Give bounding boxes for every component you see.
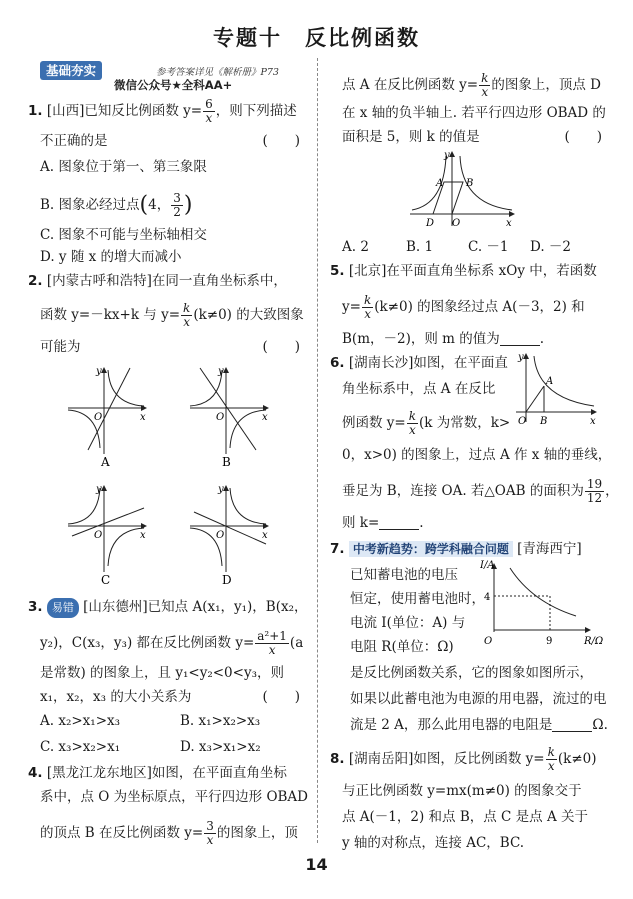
answer-reference: 参考答案详见《解析册》P73 bbox=[156, 67, 279, 78]
svg-text:I/A: I/A bbox=[480, 560, 495, 571]
easy-mistake-tag: 易错 bbox=[47, 598, 79, 618]
q4-figure bbox=[408, 148, 518, 230]
q4-option-c: C. －1 bbox=[468, 239, 509, 255]
answer-blank bbox=[500, 334, 540, 346]
q3-option-b: B. x₁>x₂>x₃ bbox=[180, 713, 261, 729]
q5-stem-3: B(m，－2)，则 m 的值为 . bbox=[342, 331, 545, 347]
q6-figure bbox=[516, 350, 600, 430]
q6-stem-6: 则 k= . bbox=[342, 515, 424, 531]
q4-stem-3: 的顶点 B 在反比例函数 y= $\frac{3}{x}$ 的图象上，顶 bbox=[40, 819, 298, 847]
svg-text:x: x bbox=[262, 412, 268, 423]
graph-label-d: D bbox=[222, 573, 232, 584]
graph-a bbox=[68, 366, 146, 469]
q1-option-d: D. y 随 x 的增大而减小 bbox=[40, 249, 182, 265]
svg-text:D: D bbox=[426, 218, 435, 229]
page-title: 专题十 反比例函数 bbox=[213, 26, 420, 50]
q3-option-d: D. x₃>x₁>x₂ bbox=[180, 739, 261, 755]
graph-b bbox=[190, 366, 268, 469]
q4-option-d: D. －2 bbox=[530, 239, 572, 255]
svg-text:A: A bbox=[546, 376, 554, 387]
graph-d bbox=[190, 484, 268, 584]
q6-stem-5: 垂足为 B，连接 OA. 若△OAB 的面积为 $\frac{19}{12}$ ， bbox=[342, 477, 619, 505]
q7-stem-8: 流是 2 A，那么此用电器的电阻是 Ω. bbox=[350, 717, 608, 733]
q4-stem-6: 面积是 5，则 k 的值是 ( ) bbox=[342, 129, 602, 145]
section-badge: 基础夯实 bbox=[40, 61, 102, 80]
q3-option-c: C. x₃>x₂>x₁ bbox=[40, 739, 121, 755]
q8-stem-3: 点 A(－1，2) 和点 B，点 C 是点 A 关于 bbox=[342, 809, 588, 825]
q3-stem: 3. 易错 [山东德州]已知点 A(x₁，y₁)，B(x₂， bbox=[28, 598, 308, 618]
graph-label-a: A bbox=[101, 455, 110, 469]
q4-option-a: A. 2 bbox=[342, 239, 369, 255]
q4-stem-4: 点 A 在反比例函数 y= $\frac{k}{x}$ 的图象上，顶点 D bbox=[342, 71, 601, 99]
svg-text:O: O bbox=[94, 530, 103, 541]
svg-text:O: O bbox=[518, 416, 527, 427]
svg-text:x: x bbox=[140, 530, 146, 541]
q8-stem-4: y 轴的对称点，连接 AC，BC. bbox=[342, 835, 525, 851]
graph-c bbox=[68, 484, 146, 584]
trend-tag: 中考新趋势：跨学科融合问题 bbox=[349, 541, 513, 557]
q7-figure bbox=[480, 558, 610, 648]
q1-stem-2: 不正确的是 ( ) bbox=[40, 133, 300, 149]
q7-stem-5: 电阻 R(单位：Ω) bbox=[350, 639, 454, 655]
svg-text:4: 4 bbox=[484, 592, 491, 603]
svg-text:9: 9 bbox=[546, 636, 553, 647]
q2-graphs bbox=[68, 364, 308, 584]
column-divider bbox=[317, 58, 318, 843]
answer-blank bbox=[552, 720, 592, 732]
q1-stem: 1. [山西]已知反比例函数 y= $\frac{6}{x}$ ，则下列描述 bbox=[28, 97, 297, 125]
q6-stem-2: 角坐标系中，点 A 在反比 bbox=[342, 381, 496, 397]
q3-stem-2: y₂)，C(x₃，y₃) 都在反比例函数 y= $\frac{\text{a²+1}}{x}$ (a bbox=[40, 629, 304, 657]
svg-text:A: A bbox=[436, 178, 444, 189]
q3-option-a: A. x₂>x₁>x₃ bbox=[40, 713, 121, 729]
q3-stem-3: 是常数) 的图象上，且 y₁<y₂<0<y₃，则 bbox=[40, 665, 284, 681]
q2-stem: 2. [内蒙古呼和浩特]在同一直角坐标系中， bbox=[28, 273, 287, 289]
svg-text:x: x bbox=[140, 412, 146, 423]
svg-text:y: y bbox=[444, 150, 450, 161]
watermark: 微信公众号★全科AA+ bbox=[114, 78, 233, 92]
q7-stem-4: 电流 I(单位：A) 与 bbox=[350, 615, 466, 631]
q4-stem-5: 在 x 轴的负半轴上. 若平行四边形 OBAD 的 bbox=[342, 105, 606, 121]
right-column bbox=[330, 58, 619, 858]
q6-stem: 6. [湖南长沙]如图，在平面直 bbox=[330, 355, 508, 371]
q2-stem-2: 函数 y=－kx+k 与 y= $\frac{k}{x}$ (k≠0) 的大致图象 bbox=[40, 301, 304, 329]
q1-option-b: B. 图象必经过点(4， $\frac{3}{2}$ ) bbox=[40, 191, 193, 219]
q3-stem-4: x₁，x₂，x₃ 的大小关系为 ( ) bbox=[40, 689, 300, 705]
svg-text:O: O bbox=[484, 636, 493, 647]
q5-stem: 5. [北京]在平面直角坐标系 xOy 中，若函数 bbox=[330, 263, 597, 279]
q1-option-a: A. 图象位于第一、第三象限 bbox=[40, 159, 207, 175]
svg-text:y: y bbox=[218, 484, 224, 495]
svg-text:x: x bbox=[506, 218, 512, 229]
answer-paren: ( ) bbox=[262, 133, 300, 149]
svg-text:B: B bbox=[540, 416, 548, 427]
q4-option-b: B. 1 bbox=[406, 239, 434, 255]
svg-text:x: x bbox=[590, 416, 596, 427]
q7-stem-2: 已知蓄电池的电压 bbox=[350, 567, 458, 583]
svg-text:O: O bbox=[216, 412, 225, 423]
svg-text:O: O bbox=[216, 530, 225, 541]
svg-text:y: y bbox=[96, 366, 102, 377]
graph-label-c: C bbox=[101, 573, 111, 584]
q6-stem-4: 0，x>0) 的图象上，过点 A 作 x 轴的垂线， bbox=[342, 447, 612, 463]
svg-text:x: x bbox=[262, 530, 268, 541]
q8-stem: 8. [湖南岳阳]如图，反比例函数 y= $\frac{k}{x}$ (k≠0) bbox=[330, 745, 597, 773]
q5-stem-2: y= $\frac{k}{x}$ (k≠0) 的图象经过点 A(－3，2) 和 bbox=[342, 293, 585, 321]
q7-stem: 7. 中考新趋势：跨学科融合问题 [青海西宁] bbox=[330, 541, 582, 557]
answer-blank bbox=[379, 518, 419, 530]
q7-stem-6: 是反比例函数关系，它的图象如图所示， bbox=[350, 665, 593, 681]
graph-label-b: B bbox=[222, 455, 231, 469]
q6-stem-3: 例函数 y= $\frac{k}{x}$ (k 为常数，k> bbox=[342, 409, 511, 437]
q1-option-c: C. 图象不可能与坐标轴相交 bbox=[40, 227, 207, 243]
q7-stem-7: 如果以此蓄电池为电源的用电器，流过的电 bbox=[350, 691, 607, 707]
svg-text:O: O bbox=[452, 218, 461, 229]
q4-stem: 4. [黑龙江龙东地区]如图，在平面直角坐标 bbox=[28, 765, 287, 781]
page-number: 14 bbox=[305, 855, 328, 874]
svg-text:y: y bbox=[518, 352, 524, 363]
q7-stem-3: 恒定，使用蓄电池时， bbox=[350, 591, 485, 607]
svg-text:R/Ω: R/Ω bbox=[584, 636, 604, 647]
svg-text:y: y bbox=[96, 484, 102, 495]
left-column bbox=[28, 58, 308, 858]
svg-text:y: y bbox=[218, 366, 224, 377]
q4-stem-2: 系中，点 O 为坐标原点，平行四边形 OBAD bbox=[40, 789, 309, 805]
q8-stem-2: 与正比例函数 y=mx(m≠0) 的图象交于 bbox=[342, 783, 582, 799]
svg-text:B: B bbox=[466, 178, 474, 189]
q2-stem-3: 可能为 ( ) bbox=[40, 339, 300, 355]
svg-text:O: O bbox=[94, 412, 103, 423]
